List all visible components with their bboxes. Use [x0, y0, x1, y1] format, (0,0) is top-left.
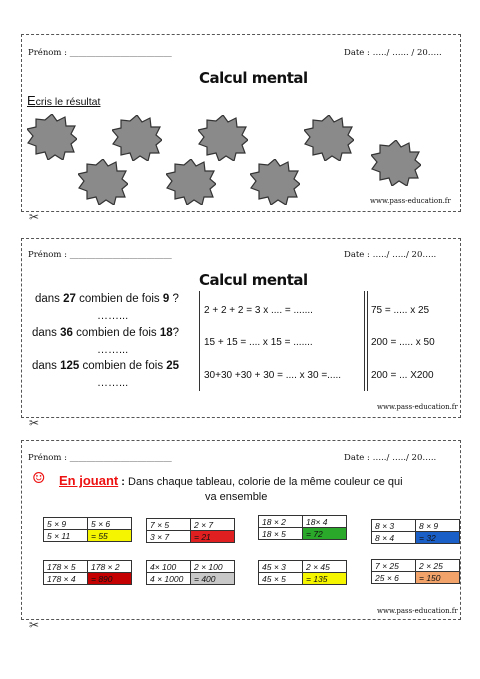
calc-row: 15 + 15 = .... x 15 = .......: [204, 337, 313, 348]
card-title: Calcul mental: [199, 69, 308, 87]
card-3: [21, 440, 461, 620]
card-2: [21, 238, 461, 418]
prenom-label: [28, 453, 172, 463]
matching-table: [258, 560, 347, 585]
cell-colored[interactable]: = 135: [303, 573, 347, 585]
cell[interactable]: 178 × 5: [44, 561, 88, 573]
q-text: ?: [172, 327, 180, 339]
calc-row: 200 = ..... x 50: [371, 337, 435, 348]
cell[interactable]: 3 × 7: [147, 531, 191, 543]
answer-star[interactable]: [112, 115, 162, 161]
question-row: [35, 293, 179, 305]
q-text: combien de fois: [72, 327, 160, 339]
q-text: dans: [32, 327, 61, 339]
q-text: combien de fois: [79, 360, 167, 372]
scissors-icon: ✂: [29, 416, 40, 430]
cell[interactable]: 8 × 4: [372, 532, 416, 544]
instruction-initial: E: [27, 93, 36, 108]
cell[interactable]: 178 × 4: [44, 573, 88, 585]
q-text: dans: [32, 360, 61, 372]
answer-star[interactable]: [198, 115, 248, 161]
cell[interactable]: 8 × 3: [372, 520, 416, 532]
column-divider: [367, 291, 368, 391]
instruction: [59, 473, 403, 488]
q-text: combien de fois: [75, 293, 163, 305]
matching-table: [146, 560, 235, 585]
prenom-text: Prénom :: [28, 250, 70, 260]
cell[interactable]: 2 × 100: [191, 561, 235, 573]
calc-row: 200 = ... X200: [371, 370, 434, 381]
instruction-text: Dans chaque tableau, colorie de la même couleur ce qui: [128, 476, 403, 488]
answer-star[interactable]: [78, 159, 128, 205]
q-text: ?: [169, 293, 179, 305]
footer-url: www.pass-education.fr: [370, 197, 451, 205]
cell[interactable]: 2 × 25: [416, 560, 460, 572]
cell[interactable]: 2 × 45: [303, 561, 347, 573]
answer-star[interactable]: [166, 159, 216, 205]
cell[interactable]: 45 × 5: [259, 573, 303, 585]
date-label: Date : …../ …../ 20…..: [344, 453, 437, 463]
matching-table: [43, 560, 132, 585]
question-row: [32, 360, 179, 372]
calc-row: 75 = ..... x 25: [371, 305, 430, 316]
q-number: 125: [60, 360, 80, 372]
en-jouant-label: En jouant: [59, 473, 119, 488]
cell-colored[interactable]: = 890: [88, 573, 132, 585]
q-number: 36: [60, 327, 73, 339]
answer-star[interactable]: [27, 114, 77, 160]
answer-dots[interactable]: ……...: [97, 344, 129, 356]
date-label: Date : …../ …../ 20…..: [344, 250, 437, 260]
q-text: dans: [35, 293, 64, 305]
prenom-text: Prénom :: [28, 453, 70, 463]
matching-table: [258, 515, 347, 540]
instruction: [27, 93, 100, 108]
calc-row: 30+30 +30 + 30 = .... x 30 =.....: [204, 370, 342, 381]
question-row: [32, 327, 179, 339]
prenom-line: ________________________: [69, 250, 172, 260]
answer-dots[interactable]: ……...: [97, 310, 129, 322]
cell-colored[interactable]: = 150: [416, 572, 460, 584]
cell[interactable]: 4× 100: [147, 561, 191, 573]
cell[interactable]: 5 × 9: [44, 518, 88, 530]
instruction-colon: :: [118, 476, 125, 488]
smiley-icon: ☺: [32, 469, 46, 487]
answer-star[interactable]: [371, 140, 421, 186]
footer-url: www.pass-education.fr: [377, 403, 458, 411]
instruction-line-2: va ensemble: [205, 491, 268, 503]
cell[interactable]: 18× 4: [303, 516, 347, 528]
matching-table: [371, 519, 460, 544]
cell[interactable]: 7 × 5: [147, 519, 191, 531]
cell[interactable]: 5 × 6: [88, 518, 132, 530]
q-divisor: 18: [159, 327, 173, 339]
answer-star[interactable]: [304, 115, 354, 161]
matching-table: [146, 518, 235, 543]
prenom-line: ________________________: [69, 48, 172, 58]
matching-table: [43, 517, 132, 542]
cell[interactable]: 25 × 6: [372, 572, 416, 584]
instruction-text: cris le résultat: [35, 96, 101, 108]
date-label: Date : …../ …... / 20…..: [344, 48, 442, 58]
card-title: Calcul mental: [199, 271, 308, 289]
footer-url: www.pass-education.fr: [377, 607, 458, 615]
prenom-line: ________________________: [69, 453, 172, 463]
cell[interactable]: 178 × 2: [88, 561, 132, 573]
column-divider: [199, 291, 200, 391]
cell-colored[interactable]: = 72: [303, 528, 347, 540]
q-number: 27: [63, 293, 76, 305]
prenom-label: [28, 48, 172, 58]
cell[interactable]: 45 × 3: [259, 561, 303, 573]
cell-colored[interactable]: = 21: [191, 531, 235, 543]
answer-star[interactable]: [250, 159, 300, 205]
cell[interactable]: 7 × 25: [372, 560, 416, 572]
cell-colored[interactable]: = 32: [416, 532, 460, 544]
scissors-icon: ✂: [29, 210, 40, 224]
column-divider: [364, 291, 365, 391]
cell-colored[interactable]: = 400: [191, 573, 235, 585]
q-divisor: 9: [162, 293, 170, 305]
cell[interactable]: 18 × 2: [259, 516, 303, 528]
cell[interactable]: 18 × 5: [259, 528, 303, 540]
cell[interactable]: 5 × 11: [44, 530, 88, 542]
card-1: [21, 34, 461, 212]
cell[interactable]: 4 × 1000: [147, 573, 191, 585]
q-divisor: 25: [166, 360, 180, 372]
prenom-text: Prénom :: [28, 48, 70, 58]
scissors-icon: ✂: [29, 618, 40, 632]
cell-colored[interactable]: = 55: [88, 530, 132, 542]
matching-table: [371, 559, 460, 584]
cell[interactable]: 8 × 9: [416, 520, 460, 532]
answer-dots[interactable]: ……...: [97, 377, 129, 389]
cell[interactable]: 2 × 7: [191, 519, 235, 531]
calc-row: 2 + 2 + 2 = 3 x .... = .......: [204, 305, 313, 316]
prenom-label: [28, 250, 172, 260]
